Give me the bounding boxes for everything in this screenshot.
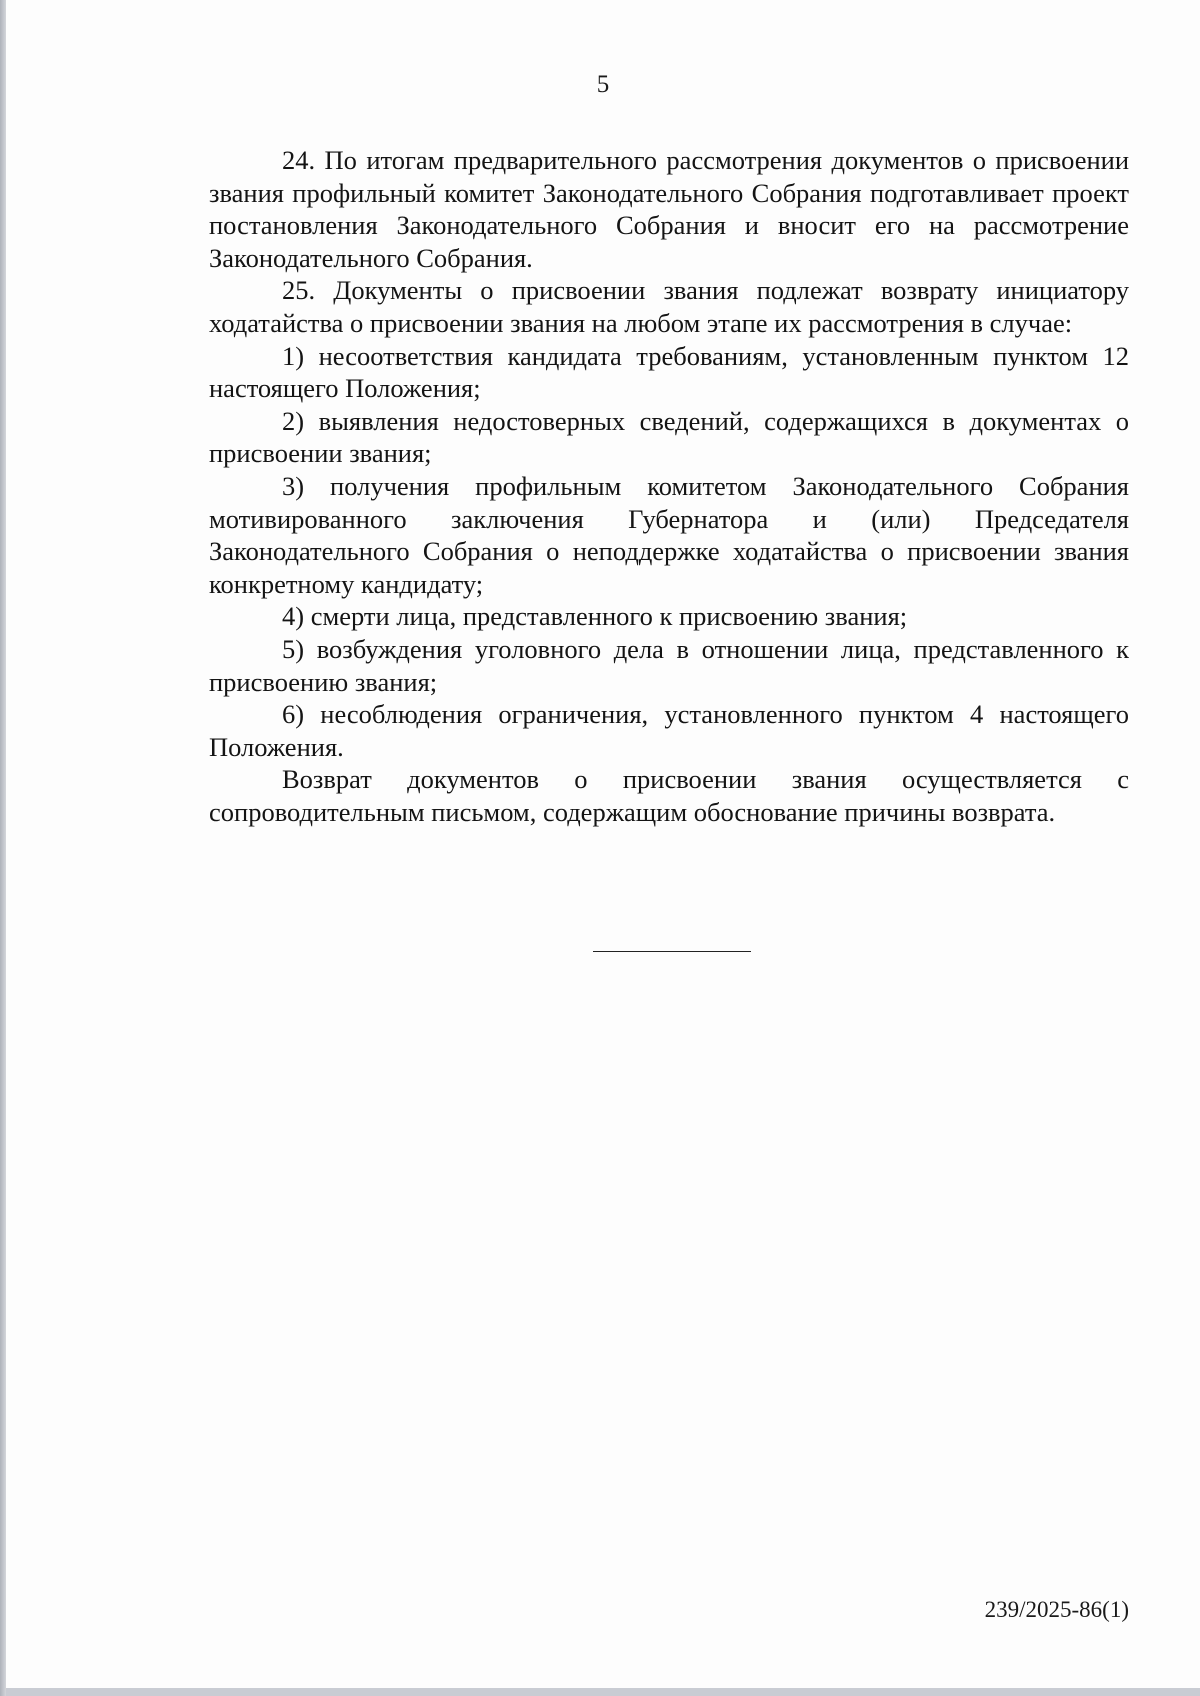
document-page	[6, 0, 1200, 1688]
list-item-4: 4) смерти лица, представленного к присвоению звания;	[282, 601, 908, 632]
page-number: 5	[596, 71, 610, 98]
list-item-1: 1) несоответствия кандидата требованиям, установленным пунктом 12 настоящего Положения;	[209, 340, 1129, 404]
list-item-3: 3) получения профильным комитетом Законодательного Собрания мотивированного заключения Губернатора и (или) Председателя Законодательного Собрания о неподдержке ходатайства о присвоении звания конкретному кандидату;	[209, 470, 1129, 599]
document-body	[209, 144, 1129, 828]
paragraph-25: 25. Документы о присвоении звания подлежат возврату инициатору ходатайства о присвоении звания на любом этапе их рассмотрения в случае:	[209, 275, 1129, 338]
list-item-2: 2) выявления недостоверных сведений, содержащихся в документах о присвоении звания;	[209, 405, 1129, 469]
paragraph-24: 24. По итогам предварительного рассмотрения документов о присвоении звания профильный комитет Законодательного Собрания подготавливает проект постановления Законодательного Собрания и вносит его на рассмотрение Законодательного Собрания.	[209, 145, 1129, 273]
closing-paragraph: Возврат документов о присвоении звания осуществляется с сопроводительным письмом, содержащим обоснование причины возврата.	[209, 764, 1129, 827]
end-of-text-divider	[593, 951, 751, 952]
list-item-5: 5) возбуждения уголовного дела в отношении лица, представленного к присвоению звания;	[209, 633, 1129, 697]
document-code: 239/2025-86(1)	[984, 1597, 1129, 1622]
list-item-6: 6) несоблюдения ограничения, установленного пунктом 4 настоящего Положения.	[209, 699, 1129, 762]
